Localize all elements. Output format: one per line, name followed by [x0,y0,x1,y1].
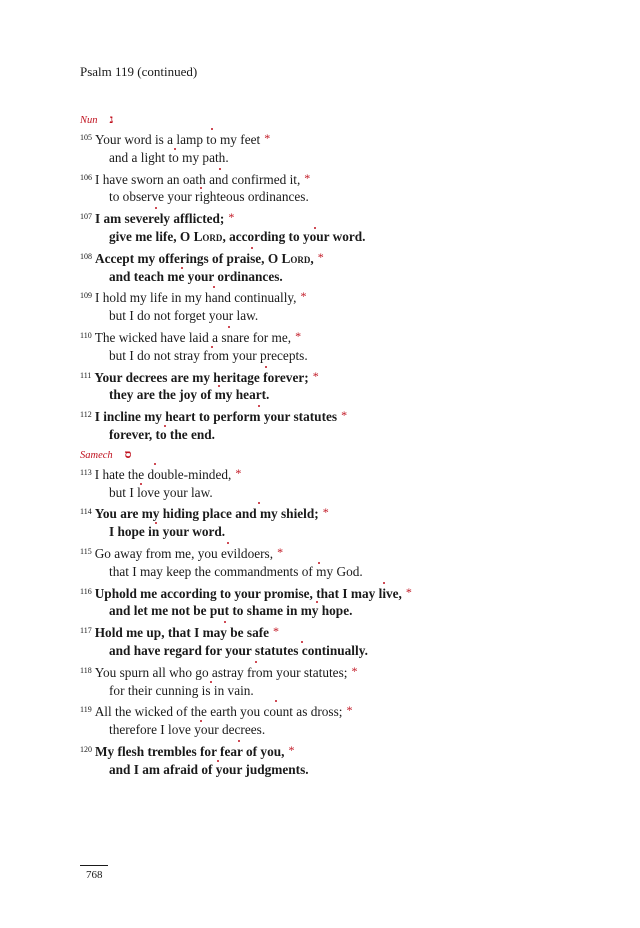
verse-line-1: I hate the double-minded, [94,466,232,482]
verse-number: 114 [80,507,92,517]
pointing-asterisk: * [312,368,319,383]
verse-number: 113 [80,467,92,477]
pointing-dot [224,621,226,623]
pointing-dot [211,128,213,130]
verse-line-1: My flesh trembles for fear of you, [95,743,285,759]
verse-line-2: but I do not stray from your precepts. [109,347,308,363]
pointing-asterisk: * [351,663,358,678]
pointing-dot [383,582,385,584]
verse-number: 117 [80,626,92,636]
verse-line-2: and teach me your ordinances. [109,268,283,284]
verse-119 [80,700,560,740]
verse-line-1: All the wicked of the earth you count as dross; [94,704,343,720]
pointing-dot [210,681,212,683]
verse-110 [80,326,560,366]
pointing-dot [318,562,320,564]
verse-113 [80,463,560,503]
pointing-dot [258,502,260,504]
verse-number: 118 [80,665,92,675]
verse-line-2: therefore I love your decrees. [109,722,266,738]
verse-line-2: forever, to the end. [109,426,215,442]
pointing-dot [155,207,157,209]
verse-120 [80,740,560,780]
verse-number: 119 [80,705,92,715]
pointing-asterisk: * [288,742,295,757]
pointing-asterisk: * [228,210,235,225]
hebrew-letter: נ [109,112,114,126]
pointing-dot [251,247,253,249]
verse-line-2: give me life, O Lord, according to your word. [109,228,366,244]
verse-number: 111 [80,370,92,380]
divine-name: Lord [193,228,223,244]
verse-line-1: I have sworn an oath and confirmed it, [95,171,301,187]
pointing-asterisk: * [322,505,329,520]
pointing-asterisk: * [273,624,280,639]
verse-line-2: they are the joy of my heart. [109,387,270,403]
verse-line-1: Your decrees are my heritage forever; [94,369,309,385]
pointing-dot [174,148,176,150]
verse-number: 107 [80,212,92,222]
pointing-asterisk: * [317,249,324,264]
pointing-asterisk: * [235,465,242,480]
verse-107 [80,207,560,247]
verse-line-2: but I love your law. [109,484,213,500]
pointing-asterisk: * [295,328,302,343]
verse-108 [80,247,560,287]
pointing-dot [181,267,183,269]
verse-line-2: to observe your righteous ordinances. [109,189,309,205]
pointing-asterisk: * [304,170,311,185]
section-name: Nun [80,115,98,126]
verse-114 [80,502,560,542]
pointing-asterisk: * [264,131,271,145]
pointing-dot [314,227,316,229]
verse-number: 112 [80,410,92,420]
verse-106 [80,168,560,208]
pointing-dot [211,346,213,348]
verse-number: 106 [80,172,92,182]
verse-line-1: Go away from me, you evildoers, [94,545,274,561]
pointing-asterisk: * [300,289,307,304]
verse-line-2: and a light to my path. [109,149,229,165]
verse-line-1: You spurn all who go astray from your statutes; [94,664,348,680]
pointing-dot [301,641,303,643]
pointing-dot [213,286,215,288]
footer-rule [80,865,108,866]
verse-118 [80,661,560,701]
verse-line-1: Accept my offerings of praise, O Lord, [95,250,314,266]
verse-line-2: and let me not be put to shame in my hope. [109,603,353,619]
section-name: Samech [80,449,113,461]
verse-line-1: I am severely afflicted; [95,211,225,227]
verse-111 [80,366,560,406]
verse-117 [80,621,560,661]
pointing-dot [164,425,166,427]
verse-line-2: but I do not forget your law. [109,308,259,324]
verse-105 [80,128,560,168]
hebrew-letter: ס [124,446,132,461]
verse-number: 109 [80,291,92,301]
running-head: Psalm 119 (continued) [80,64,198,79]
verse-line-1: Your word is a lamp to my feet [95,132,261,147]
pointing-dot [228,326,230,328]
verse-line-2: for their cunning is in vain. [109,682,254,698]
verse-116 [80,582,560,622]
verse-line-2: I hope in your word. [109,524,226,540]
pointing-asterisk: * [346,703,353,718]
verse-number: 116 [80,586,92,596]
verse-number: 110 [80,330,92,340]
pointing-dot [227,542,229,544]
verse-115 [80,542,560,582]
pointing-asterisk: * [277,544,284,559]
divine-name: Lord [281,250,311,266]
pointing-asterisk: * [405,584,412,599]
verse-line-2: and I am afraid of your judgments. [109,761,309,777]
pointing-dot [154,463,156,465]
verse-line-1: I hold my life in my hand continually, [95,290,297,306]
verse-line-1: I incline my heart to perform your statutes [94,409,338,425]
verse-line-2: and have regard for your statutes continually. [109,642,368,658]
pointing-dot [140,483,142,485]
verse-number: 108 [80,251,92,261]
pointing-asterisk: * [341,408,348,423]
verse-number: 115 [80,546,92,556]
pointing-dot [265,366,267,368]
section-heading-samech [80,445,560,463]
verse-line-1: Uphold me according to your promise, that I may live, [94,585,402,601]
page-number: 768 [86,869,103,881]
verse-number: 105 [80,133,92,142]
verse-line-2: that I may keep the commandments of my God. [109,563,363,579]
pointing-dot [258,405,260,407]
psalm-text [80,110,560,780]
pointing-dot [255,661,257,663]
pointing-dot [238,740,240,742]
verse-109 [80,286,560,326]
pointing-dot [217,760,219,762]
pointing-dot [219,168,221,170]
verse-number: 120 [80,744,92,754]
verse-112 [80,405,560,445]
verse-line-1: You are my hiding place and my shield; [94,506,319,522]
verse-line-1: The wicked have laid a snare for me, [94,329,292,345]
section-heading-nun [80,110,560,128]
verse-line-1: Hold me up, that I may be safe [94,625,270,641]
pointing-dot [275,700,277,702]
